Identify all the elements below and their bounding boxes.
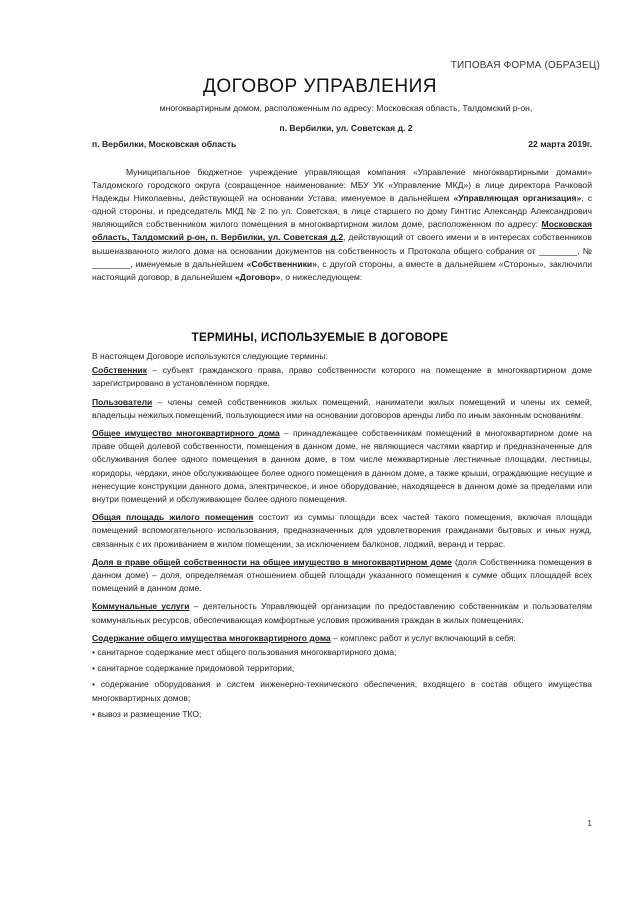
section-title: ТЕРМИНЫ, ИСПОЛЬЗУЕМЫЕ В ДОГОВОРЕ bbox=[191, 331, 449, 344]
term-name: Общее имущество многоквартирного дома bbox=[92, 428, 280, 439]
terms-intro: В настоящем Договоре используются следующие термины: bbox=[92, 351, 328, 361]
term-definition: состоит из суммы площади всех частей такого помещения, включая площади помещений вспомогательного использования, предназначенных для удовлетворения гражданами бытовых и иных нужд, связанных с их проживанием в жилом помещении, за исключением балконов, лоджий, веранд и террас. bbox=[92, 512, 592, 549]
term-definition: – субъект гражданского права, право собственности которого на помещение в многоквартирном доме зарегистрировано в установленном порядке. bbox=[92, 365, 592, 389]
term-name: Собственник bbox=[92, 365, 147, 376]
term-item bbox=[92, 511, 592, 551]
term-definition: – комплекс работ и услуг включающий в себя: bbox=[330, 632, 516, 643]
list-item: • содержание оборудования и систем инженерно-технического обеспечения, входящего в состав общего имущества многоквартирных домов; bbox=[92, 679, 592, 703]
term-definition: (доля Собственника помещения в данном доме) – доля, определяемая отношением общей площади указанного помещения к сумме общих площадей всех помещений в данном доме. bbox=[92, 556, 593, 594]
term-name: Коммунальные услуги bbox=[92, 601, 190, 612]
org-term: «Управляющая организация» bbox=[453, 193, 582, 204]
term-definition: – деятельность Управляющей организации по предоставлению собственникам и пользователям коммунальных ресурсов, обеспечивающая комфортные условия проживания граждан в жилых помещениях. bbox=[92, 601, 592, 625]
subtitle-line-1: многоквартирным домом, расположенным по адресу: Московская область, Талдомский р-он, bbox=[159, 103, 533, 113]
subtitle-line-2: п. Вербилки, ул. Советская д. 2 bbox=[279, 123, 413, 133]
preamble-part-3: , действующий от своего имени и в интересах собственников вышеназванного жилого дома на основании документов на собственность и Протокола общего собрания от ________, № ________, именуемые в дальнейшем bbox=[92, 232, 592, 269]
list-item: • санитарное содержание придомовой территории; bbox=[92, 663, 295, 674]
term-name: Содержание общего имущества многоквартирного дома bbox=[92, 632, 331, 643]
preamble-part-5: , о нижеследующем: bbox=[280, 271, 363, 282]
owner-term: «Собственники» bbox=[246, 258, 317, 269]
document-title: ДОГОВОР УПРАВЛЕНИЯ bbox=[203, 76, 437, 97]
list-item: • вывоз и размещение ТКО; bbox=[92, 708, 202, 719]
term-name: Пользователи bbox=[92, 396, 153, 407]
preamble-part-4: , с другой стороны, а вместе в дальнейшем «Стороны», заключили настоящий договор, в дальнейшем bbox=[92, 258, 593, 282]
term-item bbox=[92, 396, 592, 422]
page-number: 1 bbox=[587, 818, 592, 828]
term-item bbox=[92, 427, 592, 506]
property-address: Московская область, Талдомский р-он, п. Вербилки, ул. Советская д.2 bbox=[92, 219, 592, 243]
term-item bbox=[92, 632, 592, 645]
place-date-row bbox=[92, 139, 592, 149]
preamble-paragraph bbox=[92, 166, 592, 284]
term-item bbox=[92, 556, 592, 596]
term-name: Доля в праве общей собственности на общее имущество в многоквартирном доме bbox=[92, 556, 452, 567]
term-item bbox=[92, 600, 592, 626]
preamble-part-1: Муниципальное бюджетное учреждение управляющая компания «Управление многоквартирными домами» Талдомского городского округа (сокращенное наименование: МБУ УК «Управление МКД») в лице директора Рачковой Надежды Николаевны, действующей на основании Устава, именуемое в дальнейшем bbox=[92, 167, 592, 204]
form-label: ТИПОВАЯ ФОРМА (ОБРАЗЕЦ) bbox=[450, 60, 600, 71]
contract-date: 22 марта 2019г. bbox=[528, 139, 592, 149]
terms-section bbox=[92, 350, 592, 724]
preamble-part-2: , с одной стороны, и председатель МКД № 2 по ул. Советская, в лице старшего по дому Гинтгис Александр Александрович являющийся собственником жилого помещения в многоквартирном жилом доме, расположенном по адресу: bbox=[92, 193, 592, 230]
contract-term: «Договор» bbox=[235, 271, 281, 282]
list-item: • санитарное содержание мест общего пользования многоквартирного дома; bbox=[92, 647, 397, 658]
term-definition: – принадлежащее собственникам помещений в многоквартирном доме на праве общей долевой собственности, помещения в данном доме, не являющиеся частями квартир и предназначенные для обслуживания более одного помещения в данном доме, в том числе межквартирные лестничные площадки, лестницы, коридоры, чердаки, иное обслуживающее более одного помещения в данном доме, а также крыши, ограждающие несущие и ненесущие конструкции данного дома, электрическое, и иное оборудование, находящееся в данном доме за пределами или внутри помещений и обслуживающее более одного помещения. bbox=[92, 428, 593, 505]
term-definition: – члены семей собственников жилых помещений, наниматели жилых помещений и члены их семей, владельцы нежилых помещений, пользующиеся ими на основании договоров аренды либо по иным законным основаниям. bbox=[92, 396, 592, 420]
term-item bbox=[92, 364, 592, 390]
contract-place: п. Вербилки, Московская область bbox=[92, 139, 237, 149]
term-name: Общая площадь жилого помещения bbox=[92, 512, 254, 523]
